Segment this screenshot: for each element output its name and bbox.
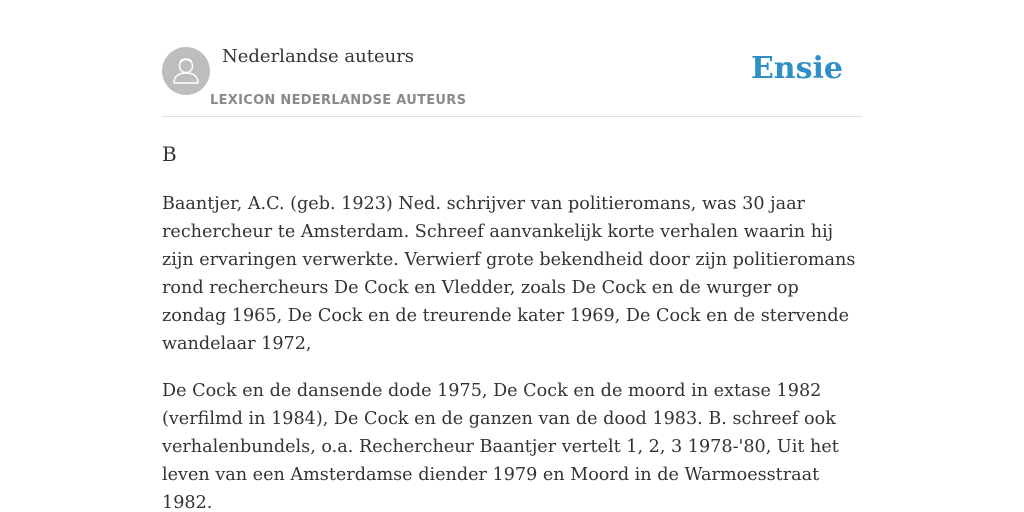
article-content xyxy=(162,139,862,512)
source-name-link[interactable]: Nederlandse auteurs xyxy=(222,46,415,67)
source-subtitle: LEXICON NEDERLANDSE AUTEURS xyxy=(210,93,467,108)
article-paragraph-1: Baantjer, A.C. (geb. 1923) Ned. schrijver van politieromans, was 30 jaar rechercheur te Amsterdam. Schreef aanvankelijk korte verhalen waarin hij zijn ervaringen verwerkte. Verwierf grote bekendheid door zijn politieromans rond rechercheurs De Cock en Vledder, zoals De Cock en de wurger op zondag 1965, De Cock en de treurende kater 1969, De Cock en de stervende wandelaar 1972, xyxy=(162,194,856,354)
article-title-letter: B xyxy=(162,142,177,166)
article-paragraph-2: De Cock en de dansende dode 1975, De Cock en de moord in extase 1982 (verfilmd in 1984), De Cock en de ganzen van de dood 1983. B. schreef ook verhalenbundels, o.a. Rechercheur Baantjer vertelt 1, 2, 3 1978-'80, Uit het leven van een Amsterdamse diender 1979 en Moord in de Warmoesstraat 1982. xyxy=(162,381,839,512)
source-header xyxy=(162,40,862,117)
source-avatar[interactable] xyxy=(162,47,210,95)
user-icon xyxy=(162,47,210,95)
ensie-logo[interactable]: Ensie xyxy=(750,51,843,86)
